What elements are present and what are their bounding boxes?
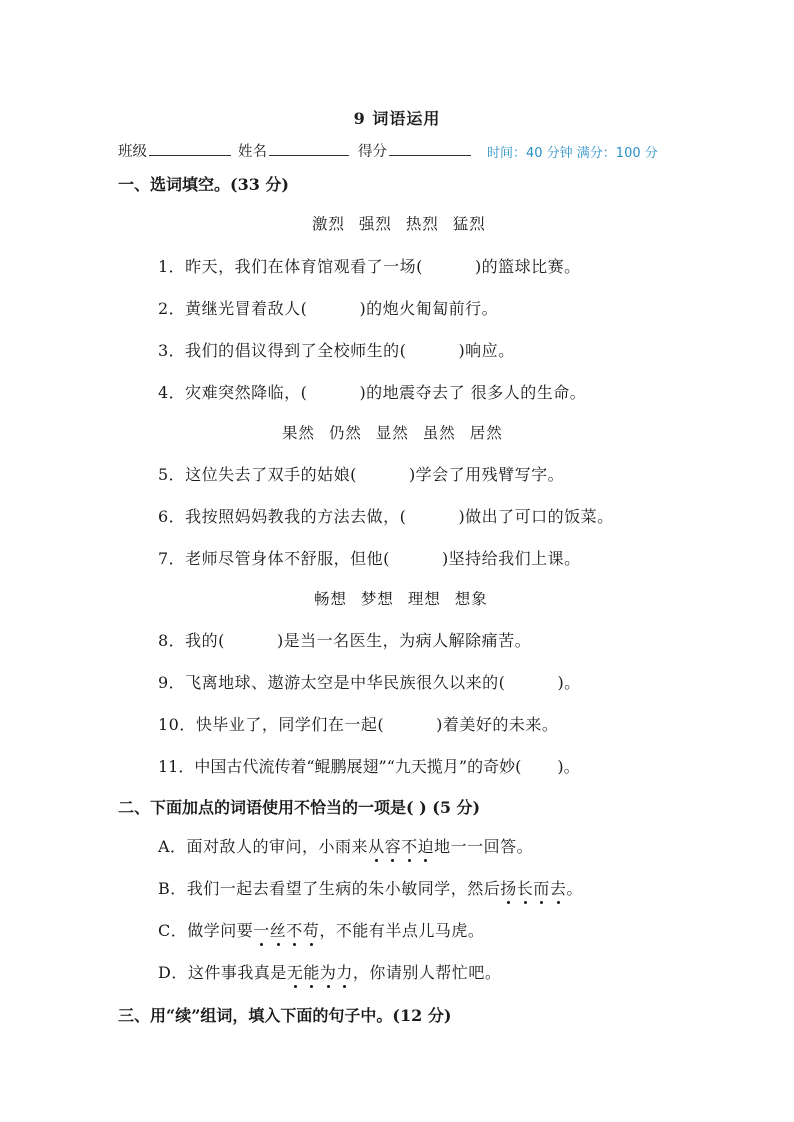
- q6-text-b: )做出了可口的饭菜。: [458, 507, 614, 526]
- name-blank[interactable]: [269, 141, 349, 156]
- name-label: 姓名: [238, 144, 267, 160]
- question-3: [158, 338, 515, 361]
- emphasis-char: 能: [303, 960, 320, 983]
- emphasis-char: 无: [287, 960, 304, 983]
- option-d-after: ，你请别人帮忙吧。: [352, 963, 502, 982]
- option-a-dotted-word: [368, 837, 434, 856]
- name-field: [238, 140, 349, 161]
- option-a[interactable]: [158, 834, 533, 857]
- q3-text-a: 3．我们的倡议得到了全校师生的(: [158, 341, 407, 360]
- q9-text-a: 9．飞离地球、遨游太空是中华民族很久以来的(: [158, 673, 506, 692]
- question-1: [158, 254, 581, 277]
- word-group-2: 果然 仍然 显然 虽然 居然: [282, 424, 503, 442]
- q6-text-a: 6．我按照妈妈教我的方法去做，(: [158, 507, 407, 526]
- option-b-after: 。: [566, 879, 583, 898]
- q1-text-a: 1．昨天，我们在体育馆观看了一场(: [158, 257, 423, 276]
- emphasis-char: 去: [550, 876, 567, 899]
- q7-text-b: )坚持给我们上课。: [441, 549, 581, 568]
- option-d-before: D．这件事我真是: [158, 963, 287, 982]
- emphasis-char: 一: [253, 918, 270, 941]
- q2-text-b: )的炮火匍匐前行。: [359, 299, 499, 318]
- section2-heading: 二、下面加点的词语使用不恰当的一项是( ) (5 分): [118, 798, 481, 817]
- q10-text-a: 10．快毕业了，同学们在一起(: [158, 715, 385, 734]
- option-c-after: ，不能有半点儿马虎。: [319, 921, 485, 940]
- score-blank[interactable]: [389, 141, 471, 156]
- option-c[interactable]: [158, 918, 484, 941]
- option-c-before: C．做学问要: [158, 921, 254, 940]
- emphasis-char: 不: [401, 834, 418, 857]
- q4-text-b: )的地震夺去了 很多人的生命。: [359, 383, 587, 402]
- q7-text-a: 7．老师尽管身体不舒服，但他(: [158, 549, 390, 568]
- page-title: 9 词语运用: [353, 109, 441, 128]
- q3-text-b: )响应。: [458, 341, 515, 360]
- emphasis-char: 从: [368, 834, 385, 857]
- word-group-3: 畅想 梦想 理想 想象: [314, 590, 488, 608]
- class-field: [118, 140, 231, 161]
- emphasis-char: 力: [336, 960, 353, 983]
- q1-text-b: )的篮球比赛。: [474, 257, 581, 276]
- question-2: [158, 296, 498, 319]
- question-9: [158, 670, 581, 693]
- option-d-dotted-word: [287, 963, 353, 982]
- q5-text-a: 5．这位失去了双手的姑娘(: [158, 465, 357, 484]
- q5-text-b: )学会了用残臂写字。: [408, 465, 565, 484]
- score-label: 得分: [358, 144, 387, 160]
- section3-heading: 三、用“续”组词，填入下面的句子中。(12 分): [118, 1006, 452, 1025]
- q11-text-b: )。: [557, 757, 580, 776]
- question-7: [158, 546, 581, 569]
- emphasis-char: 丝: [270, 918, 287, 941]
- q8-text-b: )是当一名医生，为病人解除痛苦。: [276, 631, 532, 650]
- question-5: [158, 462, 564, 485]
- emphasis-char: 扬: [500, 876, 517, 899]
- emphasis-char: 容: [385, 834, 402, 857]
- option-c-dotted-word: [253, 921, 319, 940]
- option-a-before: A．面对敌人的审问，小雨来: [158, 837, 369, 856]
- q11-text-a: 11．中国古代流传着“鲲鹏展翅”“九天揽月”的奇妙(: [158, 757, 522, 776]
- option-d[interactable]: [158, 960, 501, 983]
- q2-text-a: 2．黄继光冒着敌人(: [158, 299, 308, 318]
- emphasis-char: 长: [517, 876, 534, 899]
- class-blank[interactable]: [149, 141, 231, 156]
- class-label: 班级: [118, 144, 147, 160]
- question-6: [158, 504, 614, 527]
- emphasis-char: 不: [286, 918, 303, 941]
- emphasis-char: 为: [320, 960, 337, 983]
- q8-text-a: 8．我的(: [158, 631, 225, 650]
- option-b-before: B．我们一起去看望了生病的朱小敏同学，然后: [158, 879, 501, 898]
- word-group-1: 激烈 强烈 热烈 猛烈: [312, 215, 486, 233]
- option-b-dotted-word: [500, 879, 566, 898]
- emphasis-char: 而: [533, 876, 550, 899]
- section1-heading: 一、选词填空。(33 分): [118, 175, 289, 194]
- question-8: [158, 628, 531, 651]
- emphasis-char: 迫: [418, 834, 435, 857]
- option-b[interactable]: [158, 876, 583, 899]
- emphasis-char: 苟: [303, 918, 320, 941]
- q10-text-b: )着美好的未来。: [436, 715, 559, 734]
- q9-text-b: )。: [557, 673, 581, 692]
- option-a-after: 地一一回答。: [434, 837, 534, 856]
- time-score-info: 时间：40 分钟 满分：100 分: [487, 146, 658, 161]
- score-field: [358, 140, 471, 161]
- question-10: [158, 712, 558, 735]
- q4-text-a: 4．灾难突然降临，(: [158, 383, 308, 402]
- question-4: [158, 380, 586, 403]
- question-11: [158, 754, 580, 777]
